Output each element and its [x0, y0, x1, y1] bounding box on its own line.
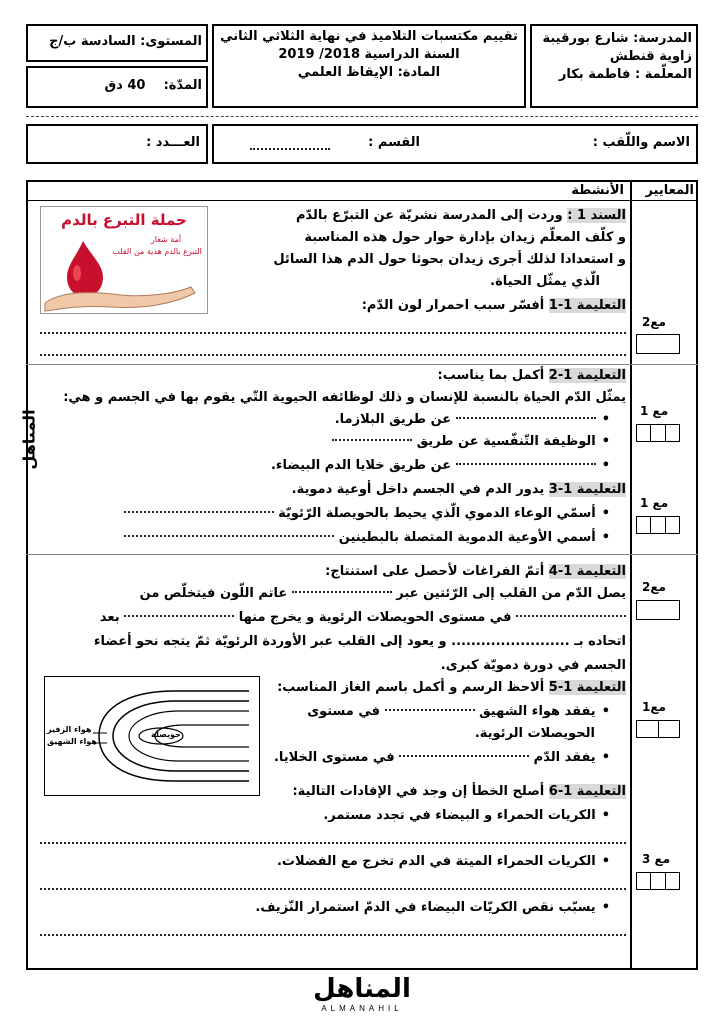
q4-line4: الجسم في دورة دمويّة كبرى. [440, 658, 626, 673]
q6-item3: • يسبّب نقص الكريّات البيضاء في الدمّ استمرار النّزيف. [200, 898, 610, 917]
q6-answer-line-2[interactable] [40, 888, 626, 890]
q3-instruction [240, 480, 626, 499]
school-info [534, 30, 692, 84]
q1-label: التعليمة 1-1 [548, 298, 626, 313]
q6-label: التعليمة 1-6 [548, 784, 626, 799]
col-activities: الأنشطة [571, 183, 624, 198]
q1-criterion: مع2 [642, 315, 666, 329]
q5-item2-blank[interactable] [399, 755, 529, 757]
q3-item1: • أسمّي الوعاء الدموي الّذي يحيط بالحويصلة الرّئويّة [100, 504, 610, 523]
section-label[interactable]: القسم : [368, 135, 420, 150]
q1-text: أفسّر سبب احمرار لون الدّم: [361, 298, 545, 313]
q3-item2-blank[interactable] [124, 535, 334, 537]
q5-instruction [260, 678, 626, 697]
label-exhale-air: هواء الزفير [47, 725, 92, 734]
name-label[interactable]: الاسم واللّقب : [592, 135, 690, 150]
table-col-divider [630, 180, 632, 970]
q6-answer-line-1[interactable] [40, 842, 626, 844]
q6-criterion: مع 3 [642, 852, 671, 866]
q4-criterion: مع2 [642, 580, 666, 594]
q2-item1: • عن طريق البلازما. [200, 410, 610, 429]
duration-value: 40 دق [104, 78, 146, 93]
q5-criterion: مع1 [642, 700, 666, 714]
support-line3: و استعدادا لذلك أجرى زيدان بحوثا حول الدم هذا السائل [273, 252, 626, 267]
support-line1: السند 1 : وردت إلى المدرسة نشريّة عن التبرّع بالدّم [295, 208, 626, 223]
q4-instruction [260, 562, 626, 581]
col-criteria: المعايير [645, 183, 694, 198]
label-alveolus: حويصلة [151, 730, 181, 739]
q3-text: يدور الدم في الجسم داخل أوعية دموية. [291, 482, 545, 497]
footer-logo-text: المناهل [313, 974, 411, 1004]
banner-title: حملة التبرع بالدم [61, 211, 187, 229]
section-dots[interactable] [250, 148, 330, 150]
level: المستوى: السادسة ب/ج [49, 34, 202, 49]
q1-score-box[interactable] [636, 334, 680, 354]
q4-line1: يصل الدّم من القلب إلى الرّئتين عبر عاتم اللّون فيتخلّص من [139, 586, 626, 601]
q1-instruction [210, 296, 626, 315]
almanahil-footer-logo [282, 974, 442, 1018]
q4-text: أتمّ الفراغات لأحصل على استنتاج: [325, 564, 545, 579]
q2-intro: يمثّل الدّم الحياة بالنسبة للإنسان و ذلك لوظائفه الحيوية التّي يقوم بها في الجسم و هي: [63, 390, 626, 405]
q6-item1: • الكريات الحمراء و البيضاء في تجدد مستمر. [200, 806, 610, 825]
q5-item1: • يفقد هواء الشهيق في مستوى [270, 702, 610, 721]
grade-label[interactable]: العـــدد : [146, 135, 200, 150]
header-separator [26, 116, 698, 117]
q1-answer-line-1[interactable] [40, 332, 626, 334]
q6-score-box[interactable] [636, 872, 680, 890]
q2-item1-blank[interactable] [456, 417, 596, 419]
q2-score-box[interactable] [636, 424, 680, 442]
school-place: زاوية قنطش [609, 49, 692, 64]
title-line2: السنة الدراسية 2018/ 2019 [278, 47, 460, 62]
blood-drop-hand-icon [41, 207, 207, 313]
q5-score-box[interactable] [636, 720, 680, 738]
q4-blank1[interactable] [292, 591, 392, 593]
q3-score-box[interactable] [636, 516, 680, 534]
subject: المادة: الإيقاظ العلمي [297, 65, 441, 80]
q6-instruction [240, 782, 626, 801]
almanahil-side-logo [14, 400, 40, 486]
label-inhale-air: هواء الشهيق [47, 737, 97, 746]
section-divider-1 [26, 364, 698, 365]
support-line4: الّذي يمثّل الحياة. [490, 274, 600, 289]
q2-criterion: مع 1 [640, 404, 669, 418]
q2-instruction [300, 366, 626, 385]
duration [30, 77, 202, 95]
q2-item3-blank[interactable] [456, 463, 596, 465]
q3-label: التعليمة 1-3 [548, 482, 626, 497]
section-divider-2 [26, 554, 698, 555]
exam-title [214, 28, 524, 82]
q1-answer-line-2[interactable] [40, 354, 626, 356]
q6-item2: • الكريات الحمراء الميتة في الدم تخرج مع الفضلات. [200, 852, 610, 871]
q5-item1-continued: الحويصلات الرئوية. [474, 726, 595, 741]
q5-item1-blank[interactable] [385, 709, 475, 711]
footer-logo-latin: ALMANAHIL [321, 1004, 403, 1013]
q2-item2: • الوظيفة التّنفّسية عن طريق [300, 432, 610, 451]
q6-answer-line-3[interactable] [40, 934, 626, 936]
q4-label: التعليمة 1-4 [548, 564, 626, 579]
school-label: المدرسة: [633, 31, 692, 46]
q4-blank3[interactable] [124, 615, 234, 617]
q6-text: أصلح الخطأ إن وجد في الإفادات التالية: [292, 784, 545, 799]
banner-subtitle: أمة شعار [150, 235, 182, 244]
q4-blank2[interactable] [516, 615, 626, 617]
school-value: شارع بورقيبة [542, 31, 629, 46]
q4-line2: في مستوى الحويصلات الرئوية و يخرج منها بعد [40, 608, 626, 627]
q3-item1-blank[interactable] [124, 511, 274, 513]
q3-item2: • أسمي الأوعية الدموية المتصلة بالبطينين [100, 528, 610, 547]
q4-line3: اتحاده بـ ........................ و يعود إلى القلب عبر الأوردة الرئويّة ثمّ يتجه نحو أعضاء [93, 634, 626, 649]
title-line1: تقييم مكتسبات التلاميذ في نهاية الثلاثي الثاني [220, 29, 518, 44]
table-header-divider [26, 200, 698, 201]
q2-text: أكمل بما يناسب: [437, 368, 545, 383]
teacher-name: المعلّمة : فاطمة بكار [558, 67, 692, 82]
q2-label: التعليمة 1-2 [548, 368, 626, 383]
q5-label: التعليمة 1-5 [548, 680, 626, 695]
q3-criterion: مع 1 [640, 496, 669, 510]
duration-label: المدّة: [163, 78, 202, 93]
alveolus-diagram [44, 676, 260, 796]
support-line2: و كلّف المعلّم زيدان بإدارة حوار حول هذه المناسبة [304, 230, 626, 245]
q2-item3: • عن طريق خلايا الدم البيضاء. [100, 456, 610, 475]
q4-score-box[interactable] [636, 600, 680, 620]
banner-caption: التبرع بالدم هدية من القلب [112, 247, 202, 256]
q5-text: ألاحظ الرسم و أكمل باسم الغاز المناسب: [277, 680, 545, 695]
side-logo-text: المناهل [19, 409, 39, 470]
blood-donation-image [40, 206, 208, 314]
q2-item2-blank[interactable] [332, 439, 412, 441]
q5-item2: • يفقد الدّم في مستوى الخلايا. [270, 748, 610, 767]
support-label: السند 1 : [567, 208, 626, 223]
